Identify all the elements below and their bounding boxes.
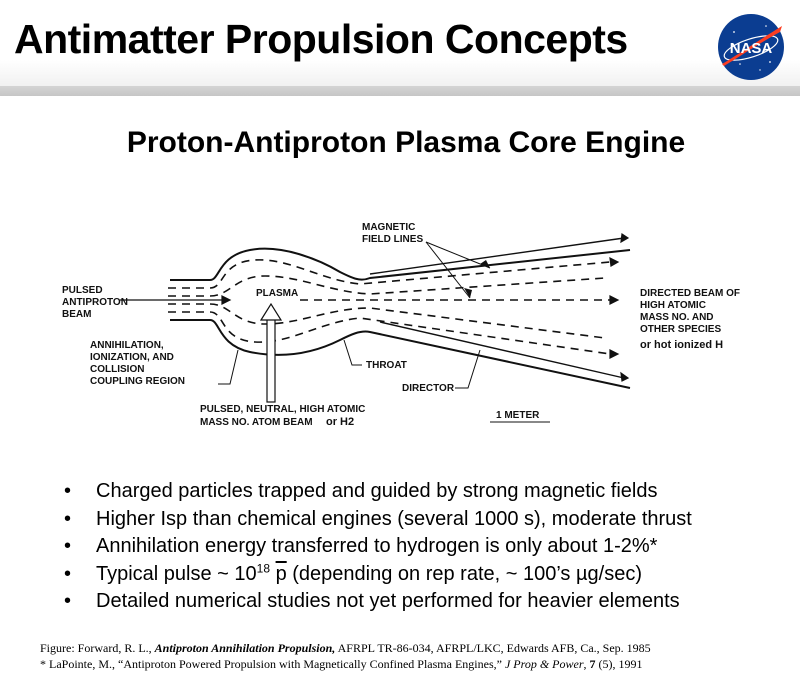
- label-directed-beam: DIRECTED BEAM OF HIGH ATOMIC MASS NO. AND OTHER SPECIES: [640, 288, 740, 335]
- label-magnetic-field-lines: MAGNETIC FIELD LINES: [362, 222, 424, 245]
- slide-subtitle: Proton-Antiproton Plasma Core Engine: [126, 126, 686, 159]
- label-throat: THROAT: [366, 360, 407, 371]
- bullet-dot: •: [64, 480, 72, 502]
- page-title: Antimatter Propulsion Concepts: [14, 16, 628, 62]
- bullet-item: • Annihilation energy transferred to hydrogen is only about 1-2%*: [60, 533, 780, 561]
- bullet-list: [60, 478, 780, 616]
- label-scale: 1 METER: [496, 410, 540, 421]
- reference-figure: Figure: Forward, R. L., Antiproton Annihilation Propulsion, AFRPL TR-86-034, AFRPL/LKC, Edwards AFB, Ca., Sep. 1985: [40, 641, 651, 655]
- engine-wall-upper: [170, 249, 630, 280]
- bullet-item: • Detailed numerical studies not yet performed for heavier elements: [60, 588, 780, 616]
- bullet-dot: •: [64, 590, 72, 612]
- logo-text: NASA: [729, 40, 773, 57]
- bullet-dot: •: [64, 535, 72, 557]
- field-line-2: [168, 276, 605, 296]
- bullet-item: • Higher Isp than chemical engines (several 1000 s), moderate thrust: [60, 506, 780, 534]
- field-line-3: [168, 304, 605, 338]
- bullet-item: • Charged particles trapped and guided by strong magnetic fields: [60, 478, 780, 506]
- bullet-item: • Typical pulse ~ $10^{18}$ $\overline{p}$ (depending on rep rate, ~ 100’s µg/sec): [60, 561, 780, 589]
- reference-lapointe: * LaPointe, M., “Antiproton Powered Propulsion with Magnetically Confined Plasma Engines,” J Prop & Power, 7 (5), 1991: [40, 657, 643, 671]
- label-hot-ionized-h: or hot ionized H: [640, 339, 724, 351]
- nasa-logo: [716, 12, 786, 82]
- field-line-4: [168, 312, 610, 354]
- bullet-dot: •: [64, 562, 72, 585]
- engine-wall-lower: [170, 320, 630, 388]
- label-plasma: PLASMA: [256, 288, 299, 299]
- engine-diagram: [50, 200, 770, 440]
- bullet-dot: •: [64, 507, 72, 530]
- label-director: DIRECTOR: [402, 383, 455, 394]
- label-annihilation-region: ANNIHILATION, IONIZATION, AND COLLISION COUPLING REGION: [90, 340, 186, 387]
- references: [40, 640, 790, 672]
- header-divider-bar: [0, 86, 800, 96]
- field-line-1: [168, 260, 610, 288]
- label-pulsed-antiproton-beam: PULSED ANTIPROTON BEAM: [62, 285, 128, 320]
- label-neutral-beam: PULSED, NEUTRAL, HIGH ATOMIC MASS NO. ATOM BEAM or H2: [200, 404, 366, 428]
